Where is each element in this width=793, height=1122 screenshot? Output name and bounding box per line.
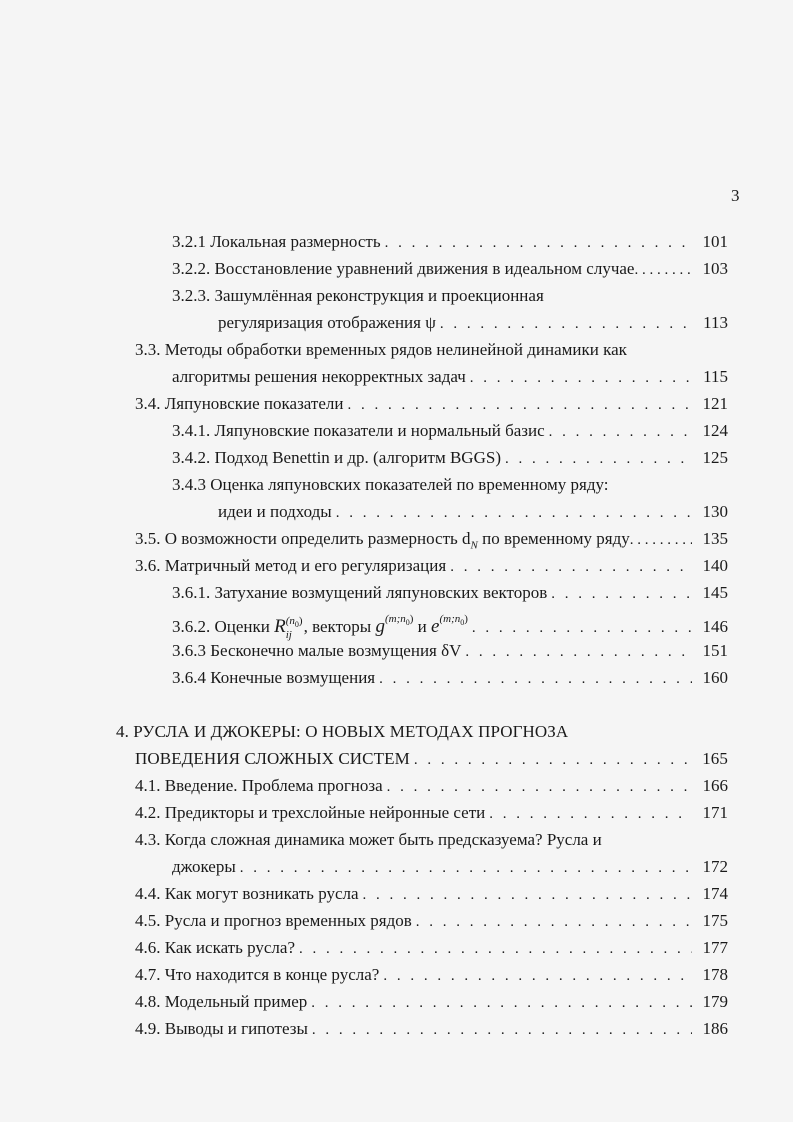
toc-entry-label-part: и [413,617,432,636]
toc-entry [172,641,728,662]
superscript-text: ) [409,613,414,625]
toc-entry-label: 4.8. Модельный пример [135,992,308,1011]
toc-entry [135,803,728,824]
toc-entry-page: 160 [702,668,728,687]
leader-dots [414,750,692,770]
toc-entry-label-part: по временному ряду [477,529,630,548]
leader-dots [416,912,692,932]
toc-entry [172,606,728,641]
toc-entry-label: 4.9. Выводы и гипотезы [135,1019,308,1038]
toc-entry-label: 3.4.2. Подход Benettin и др. (алгоритм BGGS) [172,448,501,467]
toc-entry-label-continued: регуляризация отображения ψ [218,313,436,332]
toc-entry [135,529,728,555]
toc-entry-label: 3.4. Ляпуновские показатели [135,394,344,413]
page-number: 3 [731,186,740,205]
superscript-mn0 [439,613,468,628]
toc-entry [135,884,728,905]
leader-dots [240,858,692,878]
toc-entry [135,830,728,878]
toc-entry-page: 165 [702,749,728,768]
toc-entry-label: 3.3. Методы обработки временных рядов нелинейной динамики как [135,340,627,359]
toc-entry-label: 3.4.1. Ляпуновские показатели и нормальный базис [172,421,545,440]
leader-dots [630,530,692,550]
toc-entry [135,394,728,415]
superscript-text: (m;n [439,613,461,625]
superscript-n0 [286,616,303,630]
toc-entry-page: 103 [702,259,728,278]
leader-dots [551,584,692,604]
toc-entry [172,668,728,689]
leader-dots [387,777,692,797]
toc-chapter-label: 4. РУСЛА И ДЖОКЕРЫ: О НОВЫХ МЕТОДАХ ПРОГНОЗА [116,722,569,741]
toc-entry-page: 121 [702,394,728,413]
toc-entry [135,776,728,797]
toc-entry [135,911,728,932]
toc-entry-page: 140 [702,556,728,575]
toc-entry-page: 115 [703,367,728,386]
toc-entry [172,286,728,334]
toc-entry-page: 125 [702,448,728,467]
toc-entry-label-continued: идеи и подходы [218,502,332,521]
leader-dots [336,503,692,523]
toc-chapter [116,722,728,770]
toc-entry-label: 4.3. Когда сложная динамика может быть предсказуема? Русла и [135,830,602,849]
leader-dots [549,422,692,442]
math-g: g [375,616,385,637]
superscript-text: (m;n [384,613,406,625]
subscript-ij: ij [285,628,292,641]
toc-entry-label-part: 3.5. О возможности определить размерность d [135,529,471,548]
toc-entry-label: 4.6. Как искать русла? [135,938,295,957]
toc-entry-label: 4.7. Что находится в конце русла? [135,965,380,984]
toc-entry-page: 113 [703,313,728,332]
superscript-text: ) [464,613,468,625]
toc-entry-page: 171 [702,803,728,822]
toc-entry-page: 145 [702,583,728,602]
toc-entry [172,583,728,604]
leader-dots [440,314,692,334]
leader-dots [385,233,692,253]
toc-entry-label: 3.2.3. Зашумлённая реконструкция и проекционная [172,286,544,305]
toc-entry [172,421,728,442]
math-r: R [274,616,286,637]
toc-entry [135,340,728,388]
toc-entry [172,448,728,469]
toc-entry [135,992,728,1013]
leader-dots [472,615,692,641]
leader-dots [363,885,692,905]
toc-entry-label: 4.5. Русла и прогноз временных рядов [135,911,412,930]
toc-entry-page: 178 [702,965,728,984]
superscript-text: ) [298,614,303,627]
leader-dots [489,804,692,824]
toc-entry-page: 172 [702,857,728,876]
toc-entry-label: 3.2.1 Локальная размерность [172,232,381,251]
leader-dots [505,449,692,469]
leader-dots [311,993,692,1013]
leader-dots [299,939,692,959]
leader-dots [347,395,692,415]
toc-entry [172,475,728,523]
subscript-zero: 0 [460,618,465,628]
leader-dots [470,368,692,388]
toc-entry [135,1019,728,1040]
leader-dots [450,557,692,577]
leader-dots [634,260,692,280]
toc-entry-page: 151 [702,641,728,660]
leader-dots [312,1020,692,1040]
toc-entry-page: 146 [702,617,728,636]
toc-entry-label-continued: алгоритмы решения некорректных задач [172,367,466,386]
toc-entry-label-part: 3.6.2. Оценки [172,617,275,636]
subscript-n: N [470,539,478,552]
toc-entry-label: 3.6.3 Бесконечно малые возмущения δV [172,641,462,660]
toc-entry-label: 3.6.1. Затухание возмущений ляпуновских векторов [172,583,548,602]
toc-entry-page: 135 [702,529,728,548]
toc-entry [172,259,728,280]
toc-entry-page: 166 [702,776,728,795]
toc-entry-label: 4.1. Введение. Проблема прогноза [135,776,383,795]
toc-entry-label: 3.6.4 Конечные возмущения [172,668,376,687]
toc-chapter-label-continued: ПОВЕДЕНИЯ СЛОЖНЫХ СИСТЕМ [135,749,410,768]
leader-dots [383,966,692,986]
toc-entry-page: 101 [702,232,728,251]
toc-entry-page: 177 [702,938,728,957]
toc-entry-page: 174 [702,884,728,903]
toc-entry [135,938,728,959]
toc-entry [135,556,728,577]
toc-entry [172,232,728,253]
toc-entry-page: 186 [702,1019,728,1038]
superscript-text: (n [285,614,295,627]
leader-dots [379,669,692,689]
toc-entry-label: 3.2.2. Восстановление уравнений движения в идеальном случае [172,259,635,278]
toc-entry-page: 124 [702,421,728,440]
toc-entry-label: 4.2. Предикторы и трехслойные нейронные сети [135,803,486,822]
toc-entry-label [135,529,630,555]
toc-entry-label [172,606,468,641]
toc-entry [135,965,728,986]
math-e: e [431,616,440,637]
toc-entry-label: 3.4.3 Оценка ляпуновских показателей по временному ряду: [172,475,609,494]
toc-entry-page: 179 [702,992,728,1011]
toc-entry-label-continued: джокеры [172,857,236,876]
toc-entry-label-part: , векторы [303,617,376,636]
leader-dots [465,642,692,662]
toc-entry-page: 130 [702,502,728,521]
subscript-zero: 0 [294,619,299,629]
toc-entry-label: 4.4. Как могут возникать русла [135,884,359,903]
superscript-mn0 [384,613,414,628]
toc-entry-label: 3.6. Матричный метод и его регуляризация [135,556,447,575]
toc-entry-page: 175 [702,911,728,930]
subscript-zero: 0 [405,618,410,628]
